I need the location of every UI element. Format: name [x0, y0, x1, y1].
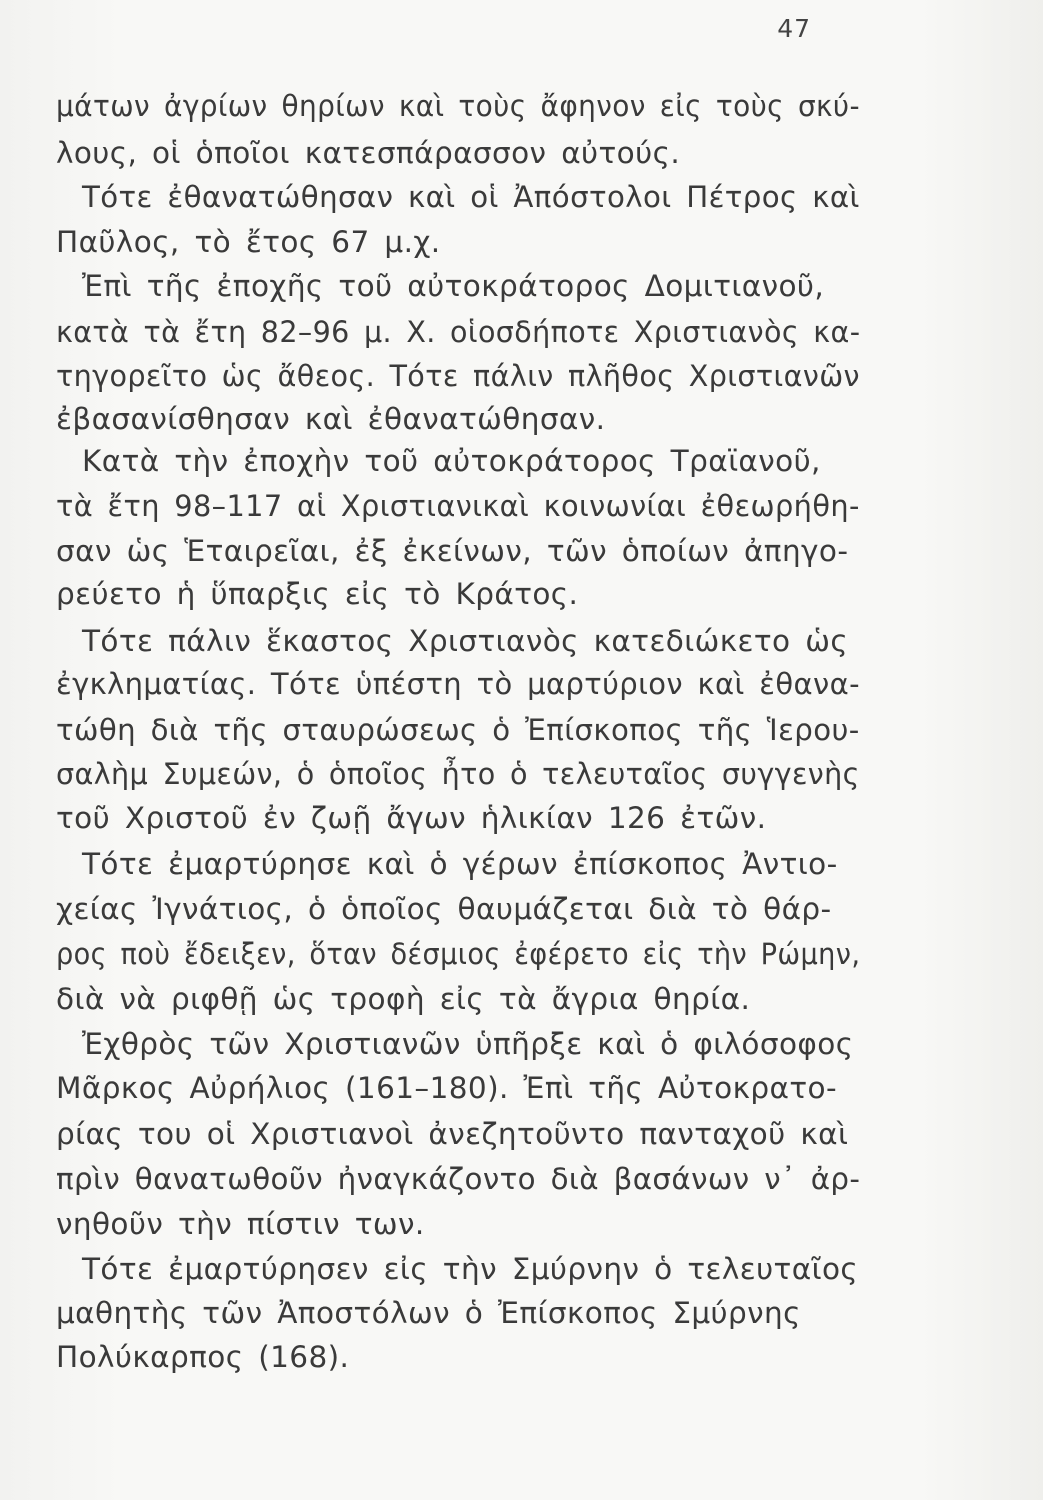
text-line: Τότε ἐμαρτύρησε καὶ ὁ γέρων ἐπίσκοπος Ἀντιο- — [82, 847, 838, 881]
text-line: ἐγκληματίας. Τότε ὑπέστη τὸ μαρτύριον καὶ ἐθανα- — [56, 667, 860, 701]
text-line: σαλὴμ Συμεών, ὁ ὁποῖος ἦτο ὁ τελευταῖος συγγενὴς — [56, 757, 860, 791]
text-line: σαν ὡς Ἑταιρεῖαι, ἐξ ἐκείνων, τῶν ὁποίων ἀπηγο- — [56, 534, 849, 568]
text-line: ἐβασανίσθησαν καὶ ἐθανατώθησαν. — [56, 402, 606, 436]
text-line: Κατὰ τὴν ἐποχὴν τοῦ αὐτοκράτορος Τραϊανοῦ, — [82, 444, 821, 478]
text-line: Τότε ἐμαρτύρησεν εἰς τὴν Σμύρνην ὁ τελευταῖος — [82, 1252, 859, 1286]
text-line: Πολύκαρπος (168). — [56, 1340, 350, 1374]
text-line: λους, οἱ ὁποῖοι κατεσπάρασσον αὐτούς. — [56, 136, 681, 170]
text-line: Παῦλος, τὸ ἔτος 67 μ.χ. — [56, 225, 441, 259]
text-line: νηθοῦν τὴν πίστιν των. — [56, 1207, 425, 1241]
text-line: μάτων ἀγρίων θηρίων καὶ τοὺς ἄφηνον εἰς τοὺς σκύ- — [56, 89, 860, 123]
text-line: μαθητὴς τῶν Ἀποστόλων ὁ Ἐπίσκοπος Σμύρνης — [56, 1296, 801, 1330]
text-line: ρος ποὺ ἔδειξεν, ὅταν δέσμιος ἐφέρετο εἰς τὴν Ρώμην, — [56, 937, 861, 971]
page-number: 47 — [777, 14, 811, 43]
text-line: ρεύετο ἡ ὕπαρξις εἰς τὸ Κράτος. — [56, 577, 579, 611]
text-line: Μᾶρκος Αὐρήλιος (161–180). Ἐπὶ τῆς Αὐτοκρατο- — [56, 1071, 838, 1105]
text-line: ρίας του οἱ Χριστιανοὶ ἀνεζητοῦντο πανταχοῦ καὶ — [56, 1117, 849, 1151]
text-line: τηγορεῖτο ὡς ἄθεος. Τότε πάλιν πλῆθος Χριστιανῶν — [56, 359, 860, 393]
text-line: κατὰ τὰ ἔτη 82–96 μ. Χ. οἱοσδήποτε Χριστιανὸς κα- — [56, 315, 861, 349]
text-line: Τότε ἐθανατώθησαν καὶ οἱ Ἀπόστολοι Πέτρος καὶ — [82, 180, 860, 214]
text-line: τώθη διὰ τῆς σταυρώσεως ὁ Ἐπίσκοπος τῆς Ἱερου- — [56, 713, 860, 747]
text-line: τὰ ἔτη 98–117 αἱ Χριστιανικαὶ κοινωνίαι ἐθεωρήθη- — [56, 489, 860, 523]
text-line: Ἐχθρὸς τῶν Χριστιανῶν ὑπῆρξε καὶ ὁ φιλόσοφος — [82, 1027, 854, 1061]
text-line: Τότε πάλιν ἕκαστος Χριστιανὸς κατεδιώκετο ὡς — [82, 624, 849, 658]
text-line: διὰ νὰ ριφθῇ ὡς τροφὴ εἰς τὰ ἄγρια θηρία. — [56, 982, 751, 1016]
text-line: τοῦ Χριστοῦ ἐν ζωῇ ἄγων ἡλικίαν 126 ἐτῶν. — [56, 801, 767, 835]
text-line: χείας Ἰγνάτιος, ὁ ὁποῖος θαυμάζεται διὰ τὸ θάρ- — [56, 892, 832, 926]
text-line: Ἐπὶ τῆς ἐποχῆς τοῦ αὐτοκράτορος Δομιτιανοῦ, — [82, 269, 825, 303]
text-line: πρὶν θανατωθοῦν ἠναγκάζοντο διὰ βασάνων ν᾽ ἀρ- — [56, 1162, 861, 1196]
